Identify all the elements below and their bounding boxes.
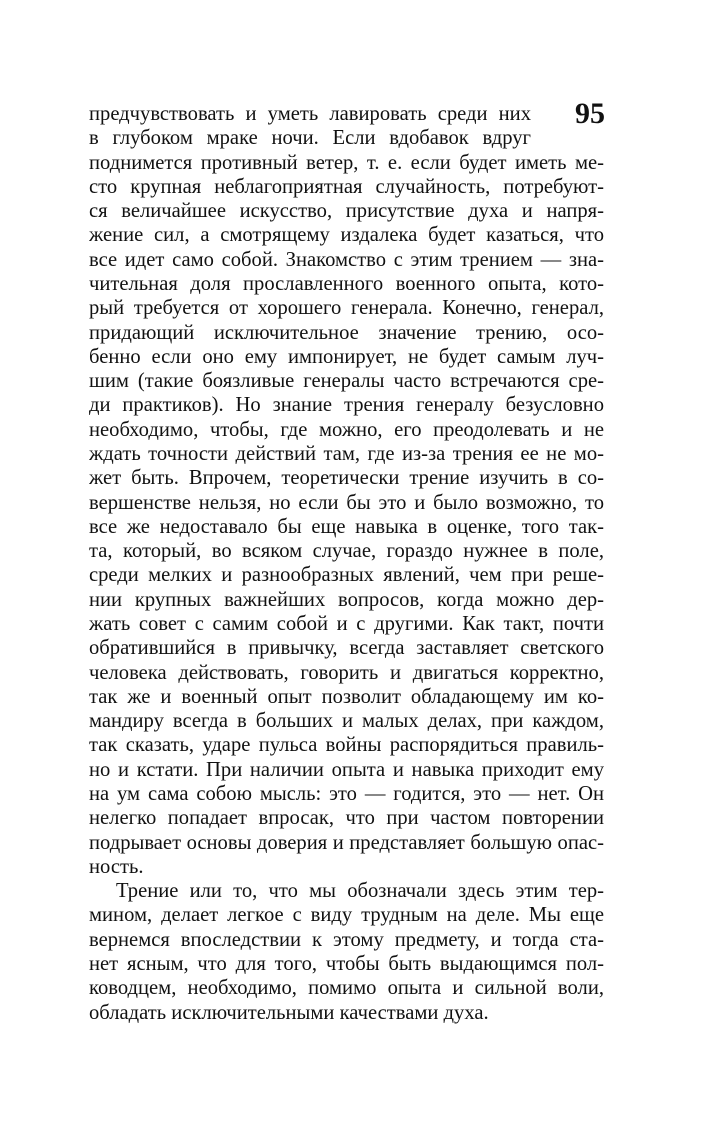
text-line: обладать исключительными качествами духа. <box>89 1002 489 1024</box>
text-line: вершенстве нельзя, но если бы это и было возможно, то <box>89 492 604 514</box>
page-number: 95 <box>575 97 605 130</box>
text-line: среди мелких и разнообразных явлений, чем при реше- <box>89 564 604 586</box>
text-line: жение сил, а смотрящему издалека будет казаться, что <box>89 224 604 246</box>
text-line: сто крупная неблагоприятная случайность, потребуют- <box>89 176 604 198</box>
text-line: ди практиков). Но знание трения генералу безусловно <box>89 394 604 416</box>
text-line: ся величайшее искусство, присутствие духа и напря- <box>89 200 604 222</box>
text-line: в глубоком мраке ночи. Если вдобавок вдруг <box>89 127 531 149</box>
text-line: все идет само собой. Знакомство с этим трением — зна- <box>89 249 604 271</box>
text-line: так сказать, ударе пульса войны распорядиться правиль- <box>89 734 604 756</box>
text-line: нии крупных важнейших вопросов, когда можно дер- <box>89 589 604 611</box>
text-line: ность. <box>89 856 144 878</box>
text-line: вернемся впоследствии к этому предмету, и тогда ста- <box>89 929 604 951</box>
text-line: так же и военный опыт позволит обладающему им ко- <box>89 686 604 708</box>
text-line: но и кстати. При наличии опыта и навыка приходит ему <box>89 759 604 781</box>
text-line: жет быть. Впрочем, теоретически трение изучить в со- <box>89 467 604 489</box>
text-line: та, который, во всяком случае, гораздо нужнее в поле, <box>89 540 604 562</box>
text-line: шим (такие боязливые генералы часто встречаются сре- <box>89 370 604 392</box>
text-line: предчувствовать и уметь лавировать среди них <box>89 103 531 125</box>
text-line: жать совет с самим собой и с другими. Как такт, почти <box>89 613 604 635</box>
text-line: подрывает основы доверия и представляет большую опас- <box>89 832 604 854</box>
text-line: ждать точности действий там, где из-за трения ее не мо- <box>89 443 604 465</box>
text-line: все же недоставало бы еще навыка в оценке, того так- <box>89 516 604 538</box>
text-line: чительная доля прославленного военного опыта, кото- <box>89 273 604 295</box>
text-line: обратившийся в привычку, всегда заставляет светского <box>89 637 604 659</box>
text-line: мандиру всегда в больших и малых делах, при каждом, <box>89 710 604 732</box>
text-line: придающий исключительное значение трению, осо- <box>89 322 604 344</box>
text-line: бенно если оно ему импонирует, не будет самым луч- <box>89 346 604 368</box>
text-line: нелегко попадает впросак, что при частом повторении <box>89 807 604 829</box>
text-line: поднимется противный ветер, т. е. если будет иметь ме- <box>89 152 604 174</box>
text-line: рый требуется от хорошего генерала. Конечно, генерал, <box>89 297 604 319</box>
text-line: ководцем, необходимо, помимо опыта и сильной воли, <box>89 977 604 999</box>
text-line: Трение или то, что мы обозначали здесь этим тер- <box>116 880 604 902</box>
text-line: человека действовать, говорить и двигаться корректно, <box>89 662 604 684</box>
text-line: нет ясным, что для того, чтобы быть выдающимся пол- <box>89 953 604 975</box>
text-line: необходимо, чтобы, где можно, его преодолевать и не <box>89 419 604 441</box>
text-line: на ум сама собою мысль: это — годится, это — нет. Он <box>89 783 604 805</box>
text-line: мином, делает легкое с виду трудным на деле. Мы еще <box>89 904 604 926</box>
